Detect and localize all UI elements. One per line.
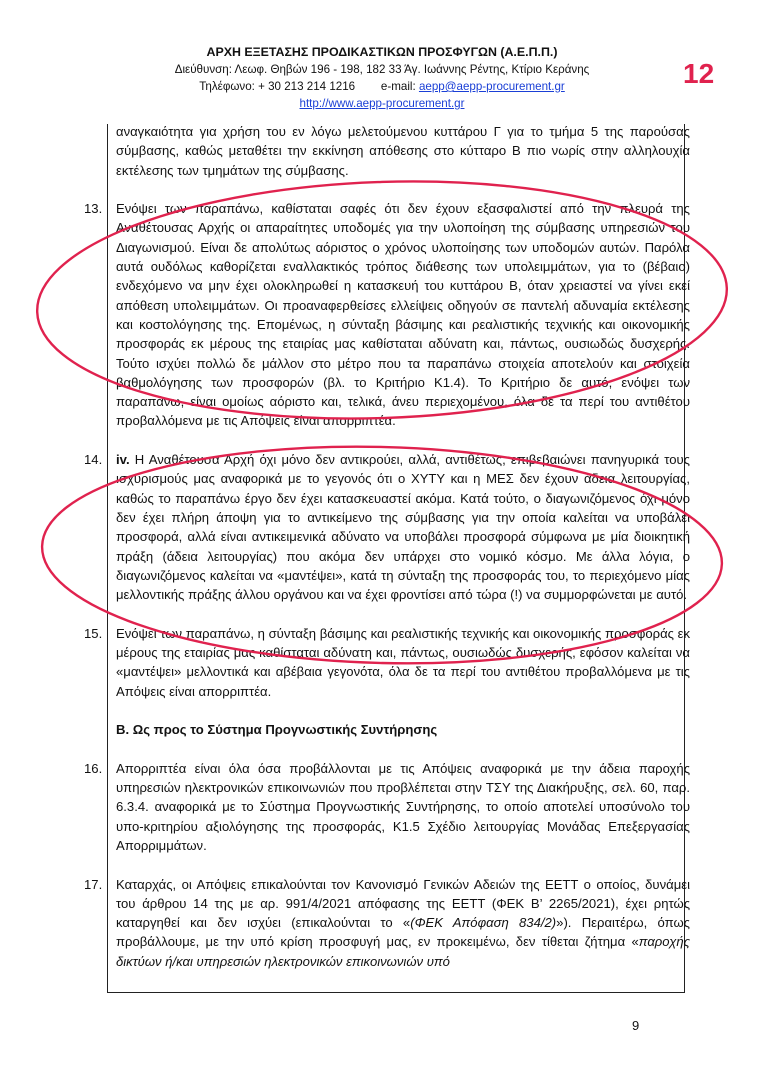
organization-name: ΑΡΧΗ ΕΞΕΤΑΣΗΣ ΠΡΟΔΙΚΑΣΤΙΚΩΝ ΠΡΟΣΦΥΓΩΝ (Α.Ε.Π.Π.) xyxy=(206,45,558,59)
paragraph-text: Ενόψει των παραπάνω, η σύνταξη βάσιμης και ρεαλιστικής τεχνικής και οικονομικής προσφοράς εκ μέρους της εταιρίας μας καθίσταται αδύνατη και, πάντως, ουσιωδώς δυσχερής, εφόσον καλείται να «μαντέψει» μελλοντικά και αβέβαια γεγονότα, όλα δε τα περί του αντιθέτου προβαλλόμενα με τις Απόψεις είναι απορριπτέα. xyxy=(116,625,690,699)
email-label: e-mail: xyxy=(380,80,416,93)
paragraph-number: 15. xyxy=(84,625,103,641)
address-line: Διεύθυνση: Λεωφ. Θηβών 196 - 198, 182 33 Άγ. Ιωάννης Ρέντης, Κτίριο Κεράνης xyxy=(174,63,590,76)
contact-line xyxy=(0,78,764,95)
paragraph-lead: iv. xyxy=(116,452,130,468)
paragraph-text xyxy=(116,875,690,971)
italic-citation: (ΦΕΚ Απόφαση 834/2) xyxy=(410,915,557,931)
paragraph-number: 16. xyxy=(84,760,103,776)
paragraph-14 xyxy=(84,450,690,604)
page-badge: 12 xyxy=(683,58,715,89)
paragraph-number: 13. xyxy=(84,201,103,217)
email-link[interactable]: aepp@aepp-procurement.gr xyxy=(418,80,565,93)
continuation-paragraph: αναγκαιότητα για χρήση του εν λόγω μελετούμενου κυττάρου Γ για το τμήμα 5 της παρούσας σύμβασης, καθώς μεταθέτει την εκκίνηση απόθεσης στο κύτταρο Β πιο νωρίς στην αλληλουχία εκτέλεσης των τμημάτων της σύμβασης. xyxy=(116,124,690,178)
paragraph-body-a: Καταρχάς, οι Απόψεις επικαλούνται τον Κανονισμό Γενικών Αδειών της ΕΕΤΤ ο οποίος, δυνάμει του άρθρου 14 της με αρ. 991/4/2021 απόφασης της ΕΕΤΤ (ΦΕΚ Β’ 2265/2021), έχει ρητώς καταργηθεί και δεν ισχύει (επικαλούνται το « xyxy=(116,876,690,931)
page-number: 9 xyxy=(632,1018,640,1033)
paragraph-13 xyxy=(84,199,690,431)
paragraph-number: 14. xyxy=(84,452,103,468)
website-link[interactable]: http://www.aepp-procurement.gr xyxy=(299,97,465,110)
paragraph-body: Η Αναθέτουσα Αρχή όχι μόνο δεν αντικρούει, αλλά, αντιθέτως, επιβεβαιώνει πανηγυρικά τους ισχυρισμούς μας αναφορικά με το γεγονός ότι ο ΧΥΤΥ και η ΜΕΣ δεν έχουν άδεια λειτουργίας, καθώς το παραπάνω έργο δεν έχει κατασκευαστεί ακόμα. Κατά τούτο, ο διαγωνιζόμενος όχι μόνο δεν έχει πλήρη άποψη για το αντικείμενο της σύμβασης για την οποία καλείται να υποβάλει προσφορά, αλλά είναι αντικειμενικά αδύνατο να υποβάλει προσφορά σύμφωνα με μία διοικητική πράξη (άδεια λειτουργίας) που ακόμα δεν υπάρχει στο νομικό κόσμο. Με άλλα λόγια, ο διαγωνιζόμενος καλείται να «μαντέψει», κατά τη σύνταξη της προσφοράς του, το περιεχόμενο μίας μελλοντικής πράξης άλλου οργάνου και να έχει φροντίσει από τώρα (!) να συμμορφώνεται με αυτό. xyxy=(116,452,690,603)
document-body xyxy=(84,122,690,990)
paragraph-text: Απορριπτέα είναι όλα όσα προβάλλονται με τις Απόψεις αναφορικά με την άδεια παροχής υπηρεσιών ηλεκτρονικών επικοινωνιών που προβλέπεται στην ΤΣΥ της Διακήρυξης, σελ. 60, παρ. 6.3.4. αναφορικά με το Σύστημα Προγνωστικής Συντήρησης, το οποίο αποτελεί υποσύνολο του υπο-κριτηρίου αξιολόγησης της προσφοράς, Κ1.5 Σχέδιο λειτουργίας Μονάδας Επεξεργασίας Απορριμμάτων. xyxy=(116,760,690,853)
phone-text: Τηλέφωνο: + 30 213 214 1216 xyxy=(199,80,356,93)
paragraph-text xyxy=(116,450,690,604)
paragraph-text: Ενόψει των παραπάνω, καθίσταται σαφές ότι δεν έχουν εξασφαλιστεί από την πλευρά της Αναθέτουσας Αρχής οι απαραίτητες υποδομές για την υλοποίηση της σύμβασης υπηρεσιών του Διαγωνισμού. Είναι δε απολύτως αόριστος ο χρόνος υλοποίησης των υποδομών αυτών. Παρόλα αυτά ουδόλως καθορίζεται εναλλακτικός τρόπος διάθεσης των υπολειμμάτων, για το (βέβαιο) ενδεχόμενο να μην έχει ολοκληρωθεί η κατασκευή του κυττάρου Β, όταν χρειαστεί να γίνει εκεί απόθεση υπολειμμάτων. Οι προαναφερθείσες ελλείψεις οδηγούν σε παντελή αδυναμία εκτέλεσης και κοστολόγησης της. Επομένως, η σύνταξη βάσιμης και ρεαλιστικής τεχνικής και οικονομικής προσφοράς εκ μέρους της εταιρίας μας καθίσταται αδύνατη και, πάντως, ουσιωδώς δυσχερής. Τούτο ισχύει πολλώ δε μάλλον στο μέτρο που τα παραπάνω στοιχεία αποτελούν και στοιχεία βαθμολόγησης των προσφορών (βλ. το Κριτήριο Κ1.4). Το Κριτήριο δε αυτό, ενόψει των παραπάνω, είναι ομοίως αόριστο και, τελικά, άνευ περιεχομένου, όλα δε τα περί του αντιθέτου προβαλλόμενα με τις Απόψεις είναι απορριπτέα. xyxy=(116,201,690,429)
paragraph-body-b: »). Περαιτέρω, όπως προβάλλουμε, με την υπό κρίση προσφυγή μας, εν προκειμένω, δεν τίθεται ζήτημα « xyxy=(116,915,690,950)
paragraph-17 xyxy=(84,875,690,971)
document-header xyxy=(0,44,764,112)
paragraph-number: 17. xyxy=(84,876,103,892)
paragraph-16 xyxy=(84,759,690,855)
paragraph-15 xyxy=(84,624,690,701)
italic-quote: παροχής δικτύων ή/και υπηρεσιών ηλεκτρονικών επικοινωνιών υπό xyxy=(116,934,690,969)
section-heading: Β. Ως προς το Σύστημα Προγνωστικής Συντήρησης xyxy=(116,722,438,738)
